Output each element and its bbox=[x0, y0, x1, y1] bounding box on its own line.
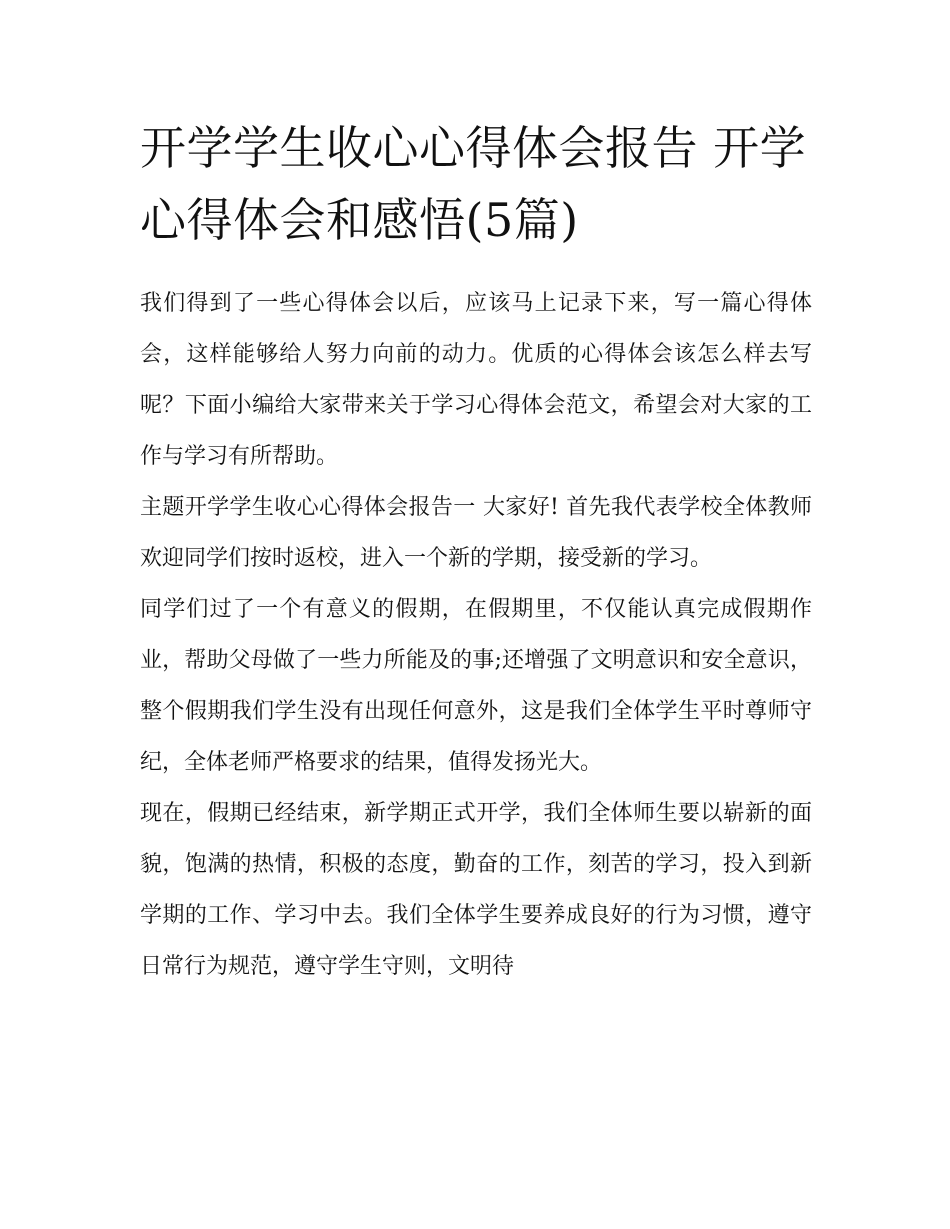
greeting-paragraph: 主题开学学生收心心得体会报告一 大家好! 首先我代表学校全体教师欢迎同学们按时返校，进入一个新的学期，接受新的学习。 bbox=[140, 495, 812, 571]
document-body bbox=[140, 112, 812, 992]
intro-paragraph: 我们得到了一些心得体会以后，应该马上记录下来，写一篇心得体会，这样能够给人努力向前的动力。优质的心得体会该怎么样去写呢？下面小编给大家带来关于学习心得体会范文，希望会对大家的工作与学习有所帮助。 bbox=[140, 291, 812, 469]
new-term-paragraph: 现在，假期已经结束，新学期正式开学，我们全体师生要以崭新的面貌，饱满的热情，积极的态度，勤奋的工作，刻苦的学习，投入到新学期的工作、学习中去。我们全体学生要养成良好的行为习惯，遵守日常行为规范，遵守学生守则，文明待 bbox=[140, 801, 812, 979]
holiday-paragraph: 同学们过了一个有意义的假期，在假期里，不仅能认真完成假期作业，帮助父母做了一些力所能及的事;还增强了文明意识和安全意识，整个假期我们学生没有出现任何意外，这是我们全体学生平时尊师守纪，全体老师严格要求的结果，值得发扬光大。 bbox=[140, 597, 812, 775]
document-title: 开学学生收心心得体会报告 开学心得体会和感悟(5篇) bbox=[140, 121, 807, 247]
